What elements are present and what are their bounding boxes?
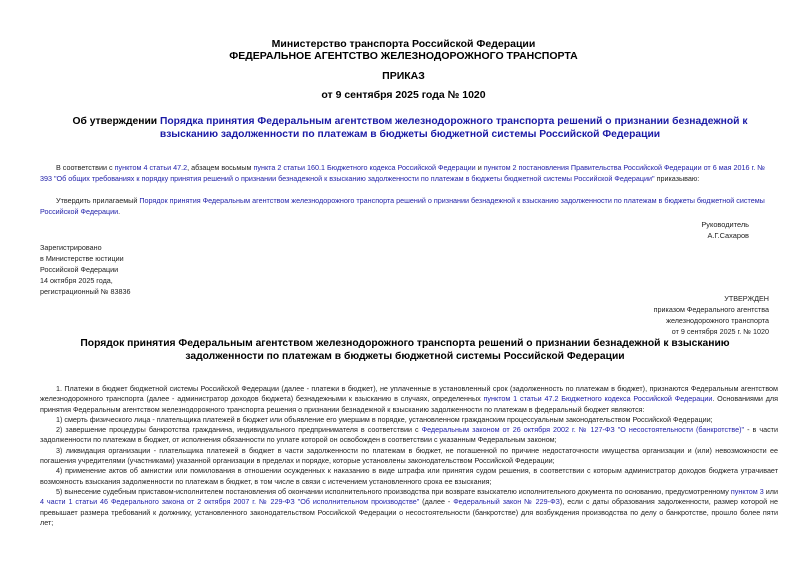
item-text: 1. Платежи в бюджет бюджетной системы Российской Федерации (далее - платежи в бюджет), не уплаченные в установленный срок (задолженность по платежам в бюджет), признаются Федеральным агентством железнодорожного транспорта (далее - администратор доходов бюджета) безнадежными к взысканию в случаях, определенных [40, 384, 778, 404]
approved-block [654, 293, 769, 337]
link-law-229[interactable]: Федеральный закон № 229-ФЗ [453, 497, 560, 507]
item-text: ), если с даты образования задолженности, размер которой не превышает размера требований к должнику, установленного законодательством Российской Федерации о несостоятельности (банкротстве) для возбуждения производства по делу о банкротстве, прошло более пяти лет; [40, 497, 778, 527]
link-article-47-2-p1[interactable]: пунктом 1 статьи 47.2 Бюджетного кодекса Российской Федерации [483, 394, 713, 404]
title-link-procedure[interactable]: Порядка принятия Федеральным агентством железнодорожного транспорта решений о признании безнадежной к взысканию задолженности по платежам в бюджеты бюджетной системы Российской Федерации [159, 116, 748, 140]
registration-line: Зарегистрировано [40, 243, 102, 252]
document-type: ПРИКАЗ [382, 70, 425, 82]
item-paragraph [40, 425, 778, 446]
approved-line: приказом Федерального агентства [653, 305, 769, 314]
item-text: или [763, 486, 778, 496]
approved-line: железнодорожного транспорта [666, 316, 769, 325]
preamble-text: В соответствии с [56, 163, 115, 172]
approve-paragraph [40, 196, 778, 217]
link-enforcement-law[interactable]: 4 части 1 статьи 46 Федерального закона от 2 октября 2007 г. № 229-ФЗ "Об исполнительном производстве" [40, 497, 420, 507]
link-article-47-2[interactable]: пунктом 4 статьи 47.2 [114, 163, 188, 172]
link-point-3[interactable]: пунктом 3 [730, 486, 764, 496]
link-government-decree[interactable]: пунктом 2 постановления Правительства Российской Федерации от 6 мая 2016 г. № 393 "Об общих требованиях к порядку принятия решений о признании безнадежной к взысканию задолженности по платежам в бюджеты бюджетной системы Российской Федерации" [40, 163, 765, 183]
preamble-text: приказываю: [654, 173, 700, 183]
registration-line: 14 октября 2025 года, [40, 276, 113, 285]
registration-block [40, 242, 130, 297]
item-paragraph: 3) ликвидация организации - плательщика платежей в бюджет в части задолженности по платежам в бюджет, не погашенной по причине недостаточности имущества организации и (или) невозможности ее погашения учредителями (участниками) указанной организации в пределах и порядке, которые установлены законодательством Российской Федерации; [40, 445, 778, 466]
approve-text: Утвердить прилагаемый [56, 196, 140, 205]
item-paragraph: 4) применение актов об амнистии или помилования в отношении осужденных к наказанию в виде штрафа или принятия судом решения, в соответствии с которым администратор доходов бюджета утрачивает возможность взыскания задолженности по платежам в бюджет, в том числе в связи с истечением установленного срока ее взыскания; [40, 466, 778, 486]
approved-line: УТВЕРЖДЕН [724, 294, 769, 303]
signatory-position: Руководитель [701, 220, 749, 229]
link-bankruptcy-law[interactable]: Федеральным законом от 26 октября 2002 г. № 127-ФЗ "О несостоятельности (банкротстве)" [421, 425, 745, 435]
preamble-paragraph [40, 163, 778, 184]
document-date-number: от 9 сентября 2025 года № 1020 [321, 89, 486, 101]
registration-line: в Министерстве юстиции [40, 254, 124, 263]
item-text: 5) вынесение судебным приставом-исполнителем постановления об окончании исполнительного производства при возврате взыскателю исполнительного документа по основанию, предусмотренному [56, 486, 731, 496]
approve-text: . [118, 206, 121, 216]
item-text: 2) завершение процедуры банкротства гражданина, индивидуального предпринимателя в соответствии с [56, 425, 422, 435]
item-text: - в части задолженности по платежам в бюджет, от исполнения обязанности по уплате которой он освобожден в соответствии с указанным Федеральным законом; [40, 425, 778, 445]
procedure-items [40, 384, 778, 528]
item-text: . Основаниями для принятия Федеральным агентством железнодорожного транспорта решения о признании безнадежной к взысканию задолженности по платежам в федеральный бюджет являются: [40, 394, 778, 414]
registration-line: регистрационный № 83836 [40, 287, 131, 296]
title-prefix: Об утверждении [72, 116, 160, 127]
preamble-text: и [475, 163, 484, 172]
ministry-name: Министерство транспорта Российской Федерации [271, 38, 536, 50]
approved-line: от 9 сентября 2025 г. № 1020 [671, 327, 769, 336]
agency-name: ФЕДЕРАЛЬНОЕ АГЕНТСТВО ЖЕЛЕЗНОДОРОЖНОГО ТРАНСПОРТА [229, 50, 578, 62]
item-text: (далее - [419, 497, 454, 507]
order-title [70, 115, 750, 141]
registration-line: Российской Федерации [40, 265, 119, 274]
signature-block [701, 219, 749, 241]
item-paragraph [40, 384, 778, 415]
link-procedure[interactable]: Порядок принятия Федеральным агентством железнодорожного транспорта решений о признании безнадежной к взысканию задолженности по платежам в бюджеты бюджетной системы Российской Федерации [40, 196, 765, 216]
link-budget-code[interactable]: пункта 2 статьи 160.1 Бюджетного кодекса Российской Федерации [253, 163, 476, 172]
item-paragraph [40, 487, 778, 528]
signatory-name: А.Г.Сахаров [707, 231, 749, 240]
item-paragraph: 1) смерть физического лица - плательщика платежей в бюджет или объявление его умершим в порядке, установленном гражданским процессуальным законодательством Российской Федерации; [56, 414, 713, 424]
preamble-text: , абзацем восьмым [187, 163, 254, 172]
procedure-title: Порядок принятия Федеральным агентством железнодорожного транспорта решений о признании безнадежной к взысканию задолженности по платежам в бюджеты бюджетной системы Российской Федерации [80, 338, 730, 362]
